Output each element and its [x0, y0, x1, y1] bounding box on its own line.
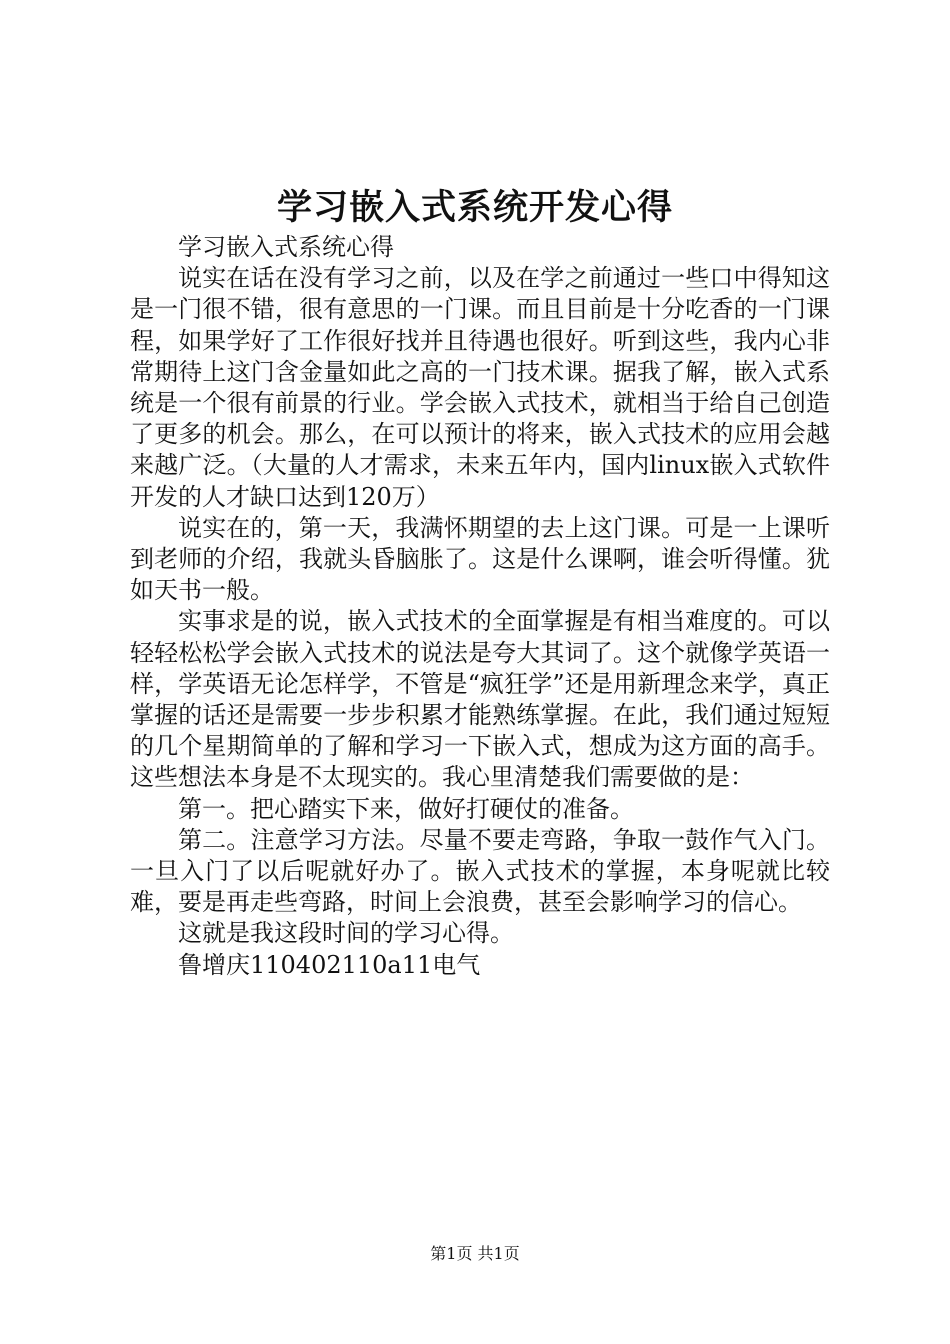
body-paragraph: 说实在的，第一天，我满怀期望的去上这门课。可是一上课听到老师的介绍，我就头昏脑胀了。这是什么课啊，谁会听得懂。犹如天书一般。: [130, 513, 830, 605]
document-title: 学习嵌入式系统开发心得: [276, 187, 673, 228]
body-paragraph: 第一。把心踏实下来，做好打硬仗的准备。: [178, 794, 634, 823]
document-body: [130, 232, 830, 981]
author-line: 鲁增庆110402110a11电气: [178, 950, 481, 979]
page-footer: 第1页 共1页: [430, 1244, 520, 1263]
subtitle-paragraph: 学习嵌入式系统心得: [178, 233, 394, 261]
body-paragraph: 第二。注意学习方法。尽量不要走弯路，争取一鼓作气入门。一旦入门了以后呢就好办了。嵌入式技术的掌握，本身呢就比较难，要是再走些弯路，时间上会浪费，甚至会影响学习的信心。: [130, 825, 830, 917]
body-paragraph: 说实在话在没有学习之前，以及在学之前通过一些口中得知这是一门很不错，很有意思的一门课。而且目前是十分吃香的一门课程，如果学好了工作很好找并且待遇也很好。听到这些，我内心非常期待上这门含金量如此之高的一门技术课。据我了解，嵌入式系统是一个很有前景的行业。学会嵌入式技术，就相当于给自己创造了更多的机会。那么，在可以预计的将来，嵌入式技术的应用会越来越广泛。（大量的人才需求，未来五年内，国内linux嵌入式软件开发的人才缺口达到120万）: [130, 264, 830, 511]
body-paragraph: 实事求是的说，嵌入式技术的全面掌握是有相当难度的。可以轻轻松松学会嵌入式技术的说法是夸大其词了。这个就像学英语一样，学英语无论怎样学，不管是“疯狂学”还是用新理念来学，真正掌握的话还是需要一步步积累才能熟练掌握。在此，我们通过短短的几个星期简单的了解和学习一下嵌入式，想成为这方面的高手。这些想法本身是不太现实的。我心里清楚我们需要做的是：: [130, 607, 830, 792]
body-paragraph: 这就是我这段时间的学习心得。: [178, 919, 514, 948]
